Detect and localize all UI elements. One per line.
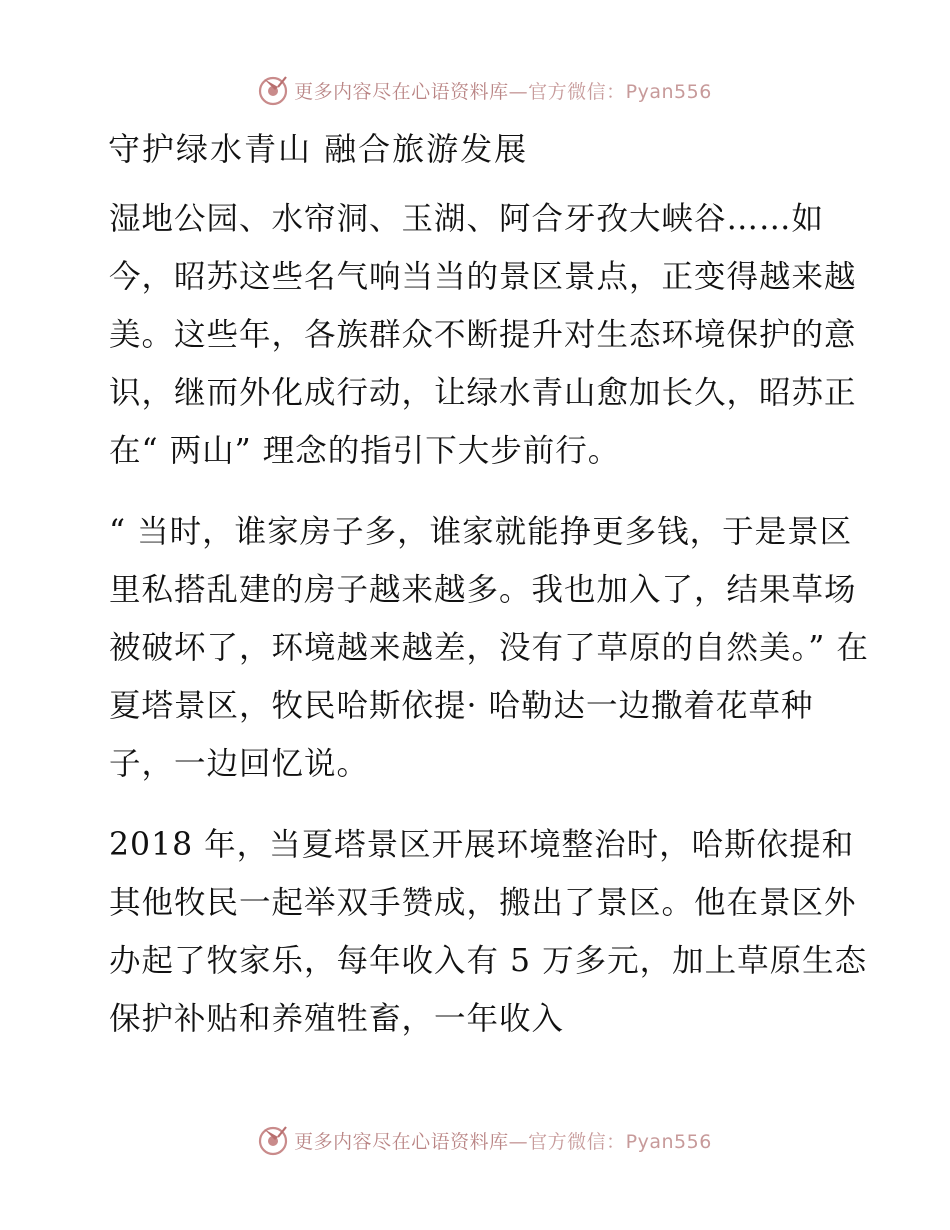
pen-logo-icon [256, 73, 290, 107]
paragraph-2: “ 当时，谁家房子多，谁家就能挣更多钱，于是景区里私搭乱建的房子越来越多。我也加入了，结果草场被破坏了，环境越来越差，没有了草原的自然美。” 在夏塔景区，牧民哈斯依提· 哈勒达一边撒着花草种子，一边回忆说。 [109, 514, 869, 782]
watermark-group [256, 73, 712, 107]
paragraph-3: 2018 年，当夏塔景区开展环境整治时，哈斯依提和其他牧民一起举双手赞成，搬出了景区。他在景区外办起了牧家乐，每年收入有 5 万多元，加上草原生态保护补贴和养殖牲畜，一年收入 [109, 827, 868, 1037]
header-watermark-banner [0, 68, 950, 112]
footer-watermark-banner [0, 1118, 950, 1162]
watermark-group [256, 1123, 712, 1157]
article-title: 守护绿水青山 融合旅游发展 [108, 130, 529, 168]
watermark-text: 更多内容尽在心语资料库—官方微信：Pyan556 [294, 1130, 712, 1153]
watermark-text: 更多内容尽在心语资料库—官方微信：Pyan556 [294, 80, 712, 103]
pen-logo-icon [256, 1123, 290, 1157]
paragraph-1: 湿地公园、水帘洞、玉湖、阿合牙孜大峡谷……如今，昭苏这些名气响当当的景区景点，正变得越来越美。这些年，各族群众不断提升对生态环境保护的意识，继而外化成行动，让绿水青山愈加长久，昭苏正在“ 两山” 理念的指引下大步前行。 [109, 201, 857, 469]
